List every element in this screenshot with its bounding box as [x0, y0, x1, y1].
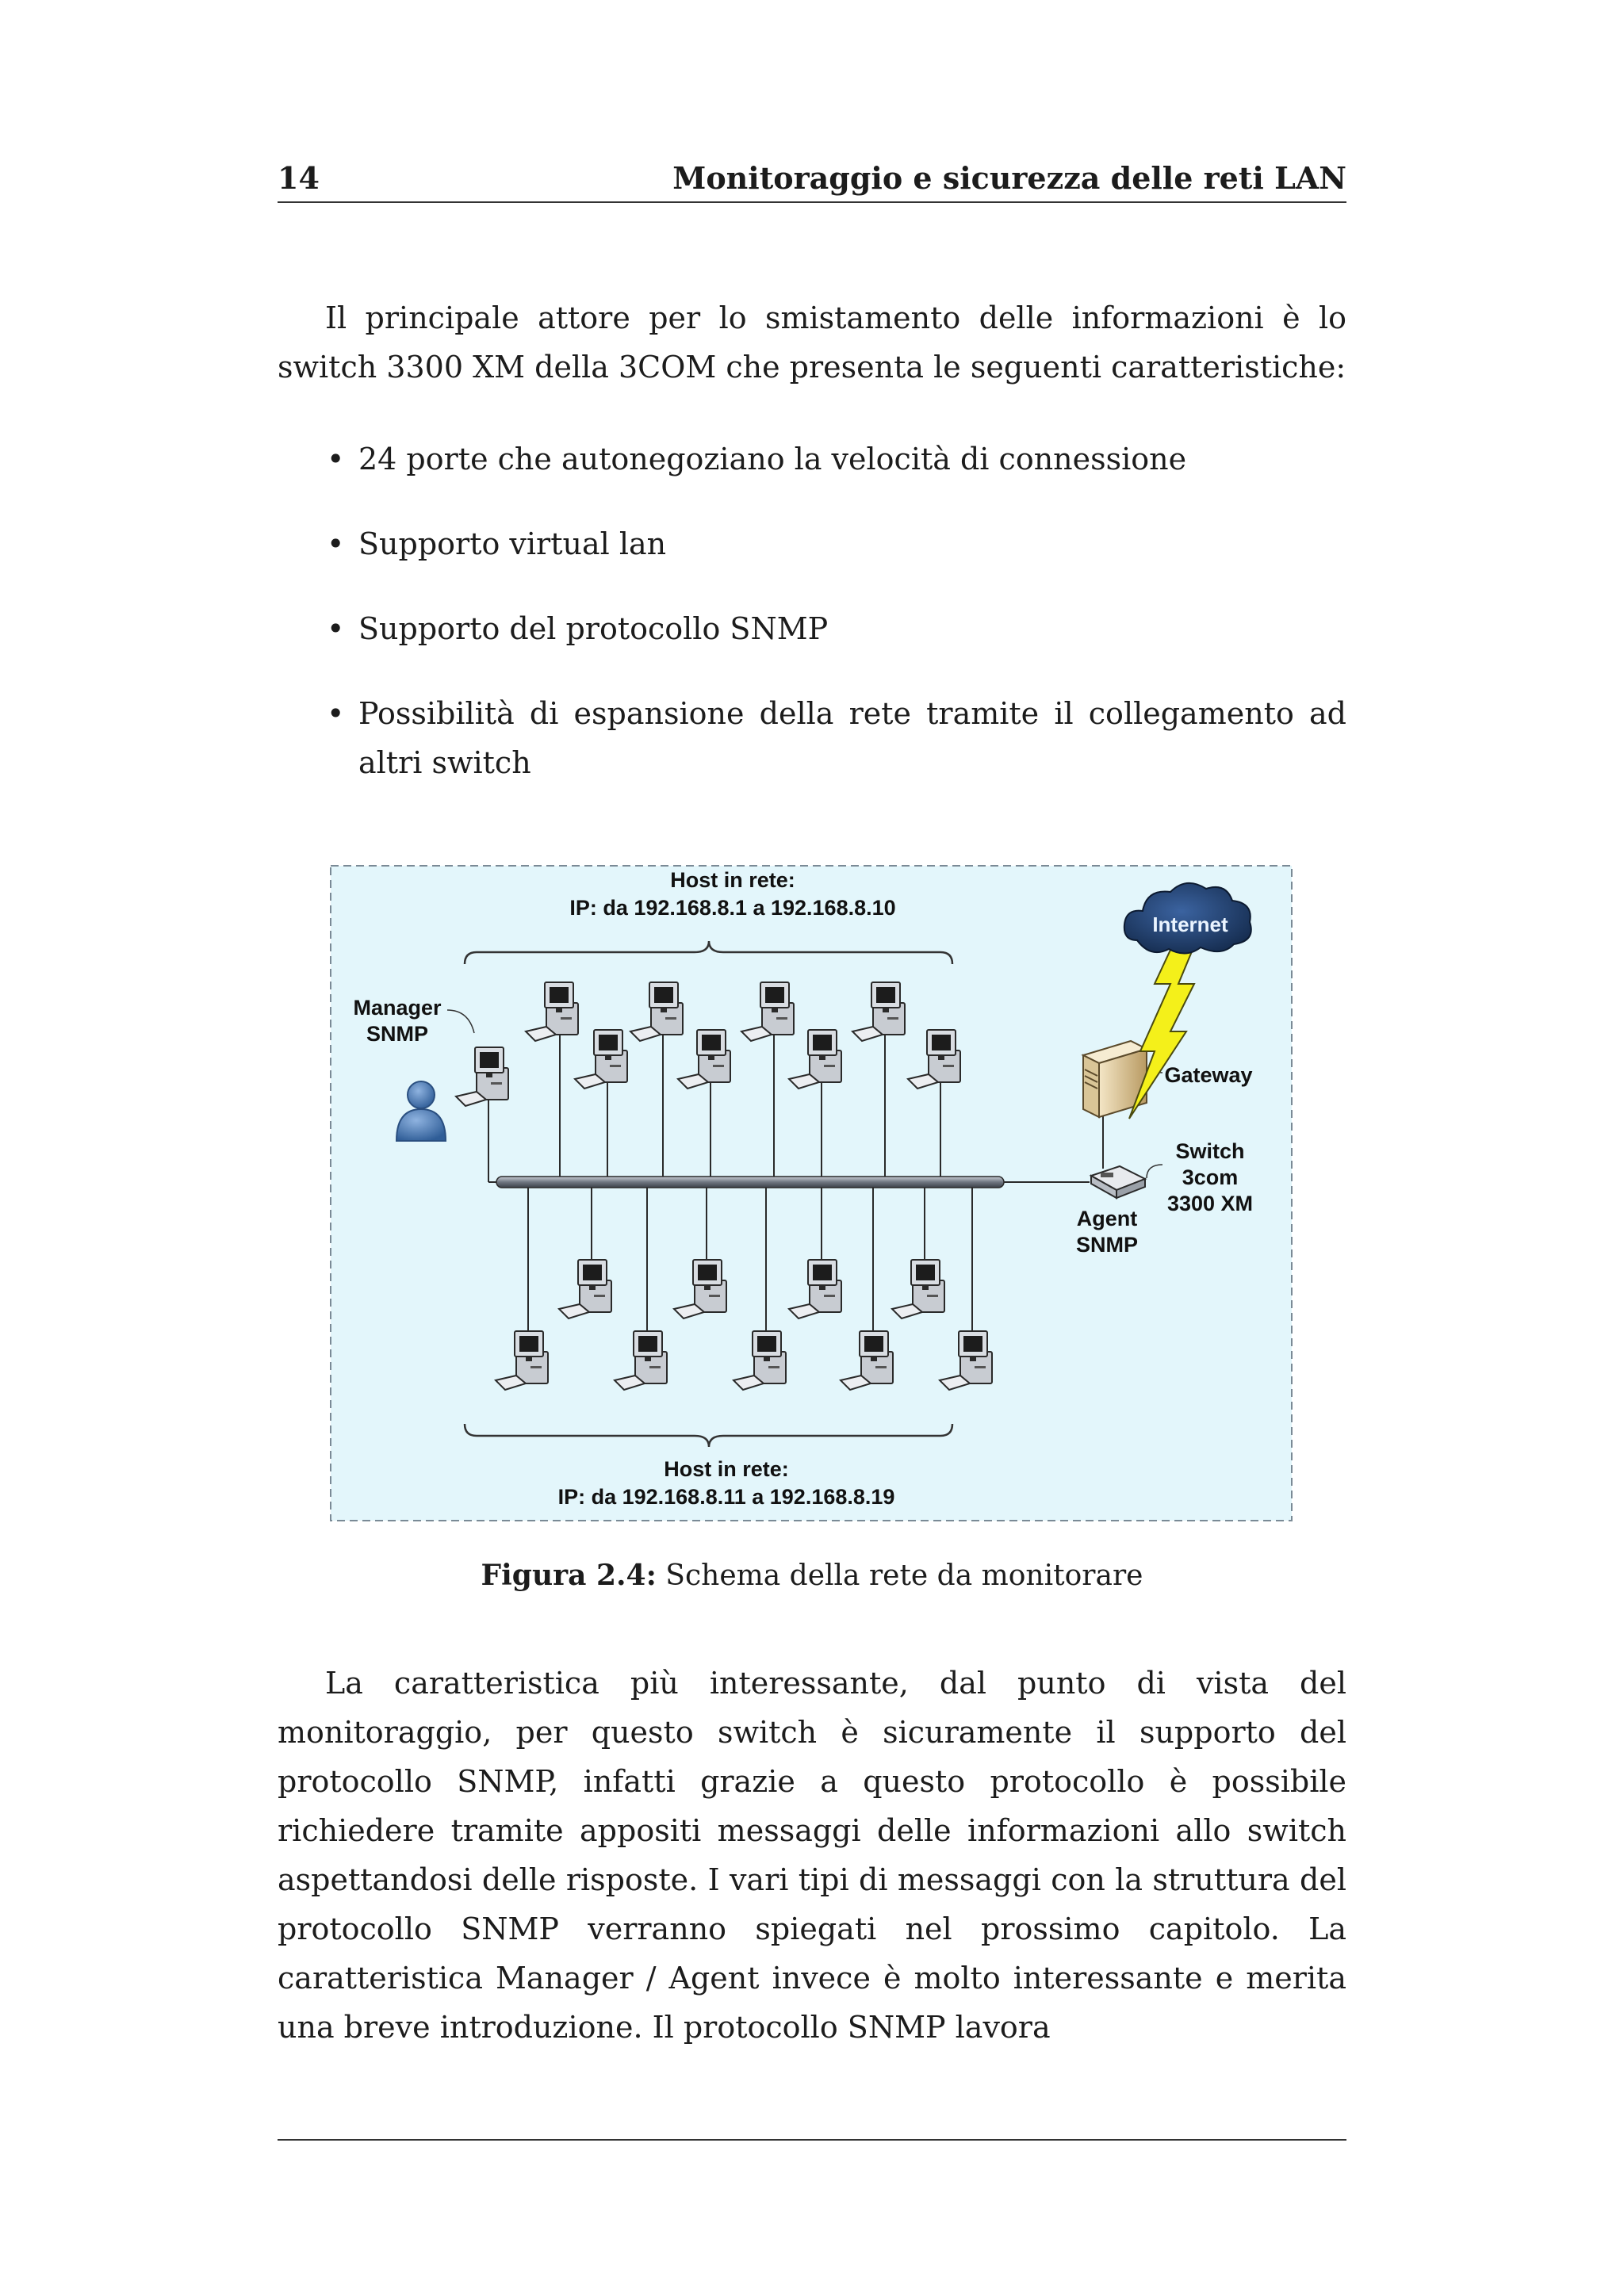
closing-text: La caratteristica più interessante, dal punto di vista del monitoraggio, per questo switch è sicuramente il supporto del protocollo SNMP, infatti grazie a questo protocollo è possibile richiedere tramite appositi messaggi delle informazioni allo switch aspettandosi delle risposte. I vari tipi di messaggi con la struttura del protocollo SNMP verranno spiegati nel prossimo capitolo. La caratteristica Manager / Agent invece è molto interessante e merita una breve introduzione. Il protocollo SNMP lavora — [278, 1666, 1346, 2045]
switch-label-line1: Switch — [1175, 1139, 1245, 1163]
list-item: • Supporto virtual lan — [327, 526, 667, 561]
page-number: 14 — [278, 160, 320, 196]
manager-label-line1: Manager — [353, 996, 442, 1020]
feature-text: Supporto del protocollo SNMP — [358, 611, 829, 646]
list-item: • 24 porte che autonegoziano la velocità di connessione — [327, 442, 1187, 476]
chapter-title: Monitoraggio e sicurezza delle reti LAN — [672, 160, 1346, 196]
feature-list — [278, 434, 1346, 823]
list-item: • Supporto del protocollo SNMP — [327, 611, 829, 646]
bottom-hosts-title: Host in rete: — [664, 1457, 789, 1481]
figure-caption — [278, 1559, 1346, 1592]
bottom-hosts-range: IP: da 192.168.8.11 a 192.168.8.19 — [557, 1485, 895, 1509]
intro-text: Il principale attore per lo smistamento delle informazioni è lo switch 3300 XM della 3COM che presenta le seguenti caratteristiche: — [278, 300, 1346, 385]
closing-paragraph — [278, 1659, 1346, 2052]
footer-rule — [278, 2139, 1346, 2141]
top-hosts-title: Host in rete: — [670, 868, 795, 892]
running-head — [278, 155, 1346, 203]
list-item: • Possibilità di espansione della rete tramite il collegamento ad altri switch — [327, 696, 1346, 780]
switch-label-line3: 3300 XM — [1166, 1192, 1254, 1215]
feature-text: 24 porte che autonegoziano la velocità di connessione — [358, 442, 1187, 476]
caption-label: Figura 2.4: — [481, 1559, 657, 1592]
top-hosts-range: IP: da 192.168.8.1 a 192.168.8.10 — [569, 896, 896, 920]
manager-label-line2: SNMP — [366, 1022, 429, 1046]
switch-label-line2: 3com — [1182, 1165, 1239, 1189]
gateway-label: Gateway — [1164, 1063, 1253, 1087]
feature-text: Supporto virtual lan — [358, 526, 667, 561]
network-diagram — [330, 865, 1293, 1521]
caption-text: Schema della rete da monitorare — [656, 1559, 1143, 1592]
intro-paragraph — [278, 293, 1346, 392]
agent-label-line1: Agent — [1076, 1207, 1138, 1230]
agent-label-line2: SNMP — [1075, 1233, 1139, 1257]
feature-text: Possibilità di espansione della rete tramite il collegamento ad altri switch — [358, 696, 1346, 780]
internet-label: Internet — [1152, 913, 1228, 936]
